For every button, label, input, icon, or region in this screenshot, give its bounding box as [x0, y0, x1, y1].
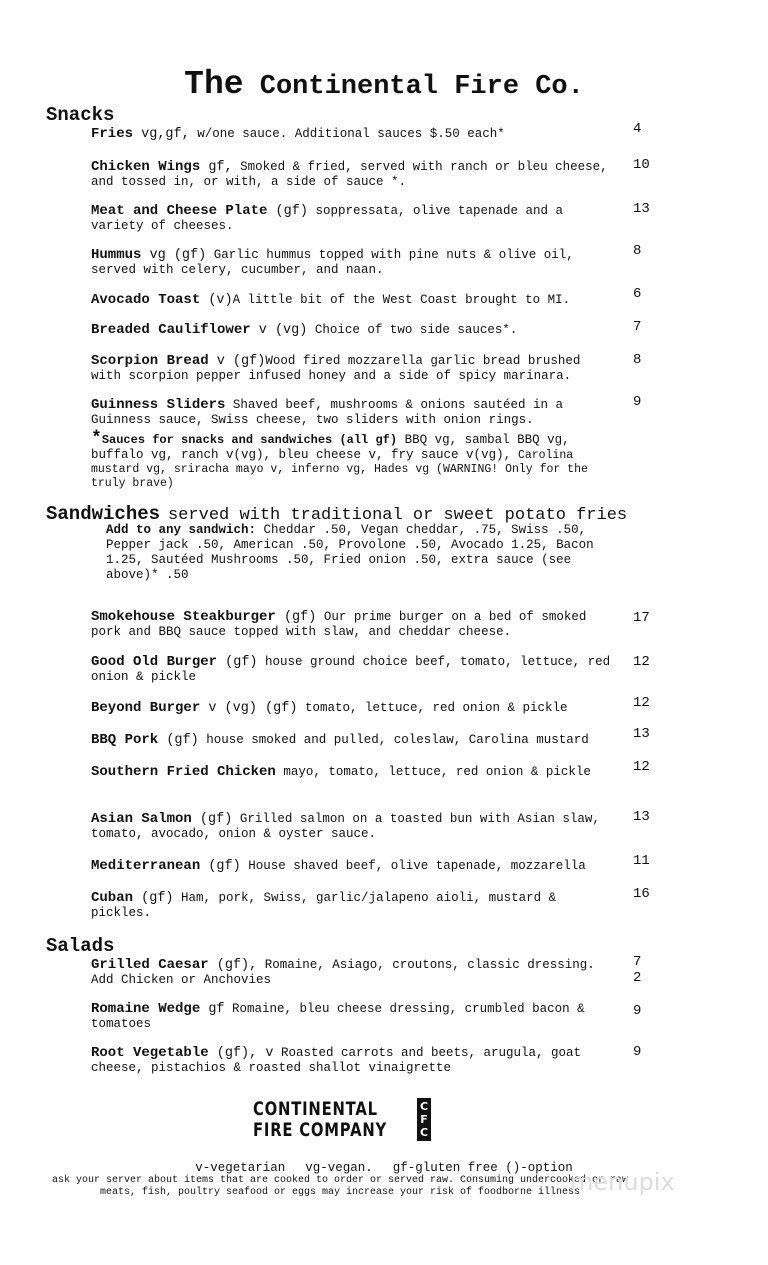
sauces-first: BBQ vg, sambal BBQ vg, buffalo vg, ranch v(vg), bleu cheese v, fry sauce v(vg), [91, 433, 570, 462]
item-name: Smokehouse Steakburger [91, 609, 276, 625]
item-price [633, 610, 650, 626]
price-value: 2 [633, 970, 642, 986]
item-tags: gf [200, 1002, 225, 1017]
logo-monogram: C F C [417, 1098, 431, 1141]
menu-item [91, 655, 611, 685]
section-snacks: Snacks [46, 104, 115, 126]
section-sandwiches [46, 503, 627, 525]
item-name: Root Vegetable [91, 1045, 209, 1061]
item-tags: (gf) [275, 610, 317, 625]
menu-item [91, 859, 611, 874]
item-description: Garlic hummus topped with pine nuts & olive oil, served with celery, cucumber, and naan. [91, 248, 574, 277]
legend-vegetarian: v-vegetarian [195, 1161, 286, 1175]
item-name: Cuban [91, 890, 134, 906]
menu-item [91, 160, 611, 190]
legend-gluten-free: gf-gluten free ()-option [392, 1161, 573, 1175]
item-name: Avocado Toast [91, 292, 201, 308]
item-tags: (gf) [217, 655, 258, 670]
price-value: 6 [633, 286, 642, 302]
menu-item [91, 293, 611, 308]
item-description: Roasted carrots and beets, arugula, goat cheese, pistachios & roasted shallot vinaigrette [91, 1046, 581, 1075]
item-description: tomato, lettuce, red onion & pickle [297, 701, 568, 715]
menu-item [91, 204, 611, 234]
item-description: soppressata, olive tapenade and a variety of cheeses. [91, 204, 563, 233]
item-name: Meat and Cheese Plate [91, 203, 268, 219]
item-price [633, 319, 641, 335]
price-value: 13 [633, 201, 650, 217]
menu-item [91, 323, 611, 338]
logo-line1: CONTINENTAL [253, 1097, 378, 1120]
item-price [633, 853, 650, 869]
item-price [633, 286, 641, 302]
menu-item [91, 701, 611, 716]
price-value: 8 [633, 352, 642, 368]
menu-item [91, 812, 611, 842]
item-description: Shaved beef, mushrooms & onions sautéed in a Guinness sauce, Swiss cheese, two sliders with onion rings. [91, 398, 563, 427]
price-value: 9 [633, 1003, 642, 1019]
item-description: Romaine, bleu cheese dressing, crumbled bacon & tomatoes [91, 1002, 585, 1031]
item-tags: (gf) [158, 733, 199, 748]
item-name: Good Old Burger [91, 654, 218, 670]
menu-item [91, 765, 611, 780]
item-price [633, 157, 650, 173]
item-description: Romaine, Asiago, croutons, classic dressing. Add Chicken or Anchovies [91, 958, 595, 987]
item-name: BBQ Pork [91, 732, 159, 748]
cfc-logo [253, 1098, 431, 1141]
item-description: house smoked and pulled, coleslaw, Carolina mustard [198, 733, 589, 747]
item-name: Beyond Burger [91, 700, 201, 716]
item-price [633, 394, 641, 410]
section-salads: Salads [46, 935, 115, 957]
price-value: 13 [633, 809, 650, 825]
item-price [633, 121, 641, 137]
addons-text: Cheddar .50, Vegan cheddar, .75, Swiss .50, Pepper jack .50, American .50, Provolone .50, Avocado 1.25, Bacon 1.25, Sautéed Mushrooms .50, Fried onion .50, extra sauce (see above)* .50 [106, 523, 594, 582]
price-value: 17 [633, 610, 650, 626]
item-tags: (v) [200, 293, 233, 308]
menu-item [91, 1002, 611, 1032]
sauces-rest: Carolina mustard vg, sriracha mayo v, inferno vg, Hades vg (WARNING! Only for the truly brave) [91, 449, 588, 490]
price-value: 10 [633, 157, 650, 173]
menu-item [91, 891, 611, 921]
item-name: Hummus [91, 247, 142, 263]
menu-title [0, 66, 768, 103]
item-price [633, 954, 641, 986]
item-price [633, 201, 650, 217]
menu-item [91, 127, 611, 142]
item-name: Breaded Cauliflower [91, 322, 251, 338]
item-name: Scorpion Bread [91, 353, 209, 369]
item-price [633, 809, 650, 825]
item-tags: (gf), v [208, 1046, 274, 1061]
item-name: Asian Salmon [91, 811, 192, 827]
sandwich-addons [106, 523, 606, 583]
item-tags: gf, [200, 160, 233, 175]
item-description: house ground choice beef, tomato, lettuce, red onion & pickle [91, 655, 611, 684]
item-price [633, 243, 641, 259]
item-tags: (gf) [200, 859, 241, 874]
item-description: House shaved beef, olive tapenade, mozzarella [240, 859, 586, 873]
price-value: 9 [633, 394, 642, 410]
item-description: Smoked & fried, served with ranch or bleu cheese, and tossed in, or with, a side of sauce *. [91, 160, 608, 189]
menu-item [91, 354, 611, 384]
menu-item [91, 398, 611, 428]
watermark: menupix [570, 1168, 675, 1196]
title-the: The [184, 66, 244, 103]
price-value: 7 [633, 954, 642, 970]
item-price [633, 654, 650, 670]
sandwiches-subtitle: served with traditional or sweet potato fries [168, 506, 628, 525]
item-description: A little bit of the West Coast brought to MI. [232, 293, 571, 307]
item-name: Guinness Sliders [91, 397, 226, 413]
price-value: 13 [633, 726, 650, 742]
item-name: Romaine Wedge [91, 1001, 201, 1017]
item-price [633, 1044, 641, 1060]
item-tags: (gf) [191, 812, 233, 827]
item-tags: vg,gf, [133, 127, 190, 142]
item-price [633, 759, 650, 775]
menu-item [91, 1046, 611, 1076]
item-name: Mediterranean [91, 858, 201, 874]
item-tags: (gf) [133, 891, 174, 906]
item-description: Our prime burger on a bed of smoked pork and BBQ sauce topped with slaw, and cheddar cheese. [91, 610, 587, 639]
item-price [633, 1003, 641, 1019]
item-price [633, 352, 641, 368]
item-price [633, 886, 650, 902]
item-description: Ham, pork, Swiss, garlic/jalapeno aioli, mustard & pickles. [91, 891, 557, 920]
sauces-heading: Sauces for snacks and sandwiches (all gf) [101, 433, 398, 447]
price-value: 12 [633, 759, 650, 775]
item-description: Wood fired mozzarella garlic bread brushed with scorpion pepper infused honey and a side of spicy marinara. [91, 354, 581, 383]
price-value: 12 [633, 695, 650, 711]
price-value: 4 [633, 121, 642, 137]
item-description: Choice of two side sauces*. [307, 323, 518, 337]
item-tags: v (vg) (gf) [200, 701, 298, 716]
price-value: 11 [633, 853, 650, 869]
sandwiches-heading: Sandwiches [46, 503, 161, 525]
item-tags: v (vg) [250, 323, 308, 338]
item-price [633, 726, 650, 742]
item-tags: v (gf) [208, 354, 266, 369]
menu-item [91, 733, 611, 748]
item-description: Grilled salmon on a toasted bun with Asian slaw, tomato, avocado, onion & oyster sauce. [91, 812, 600, 841]
menu-item [91, 958, 611, 988]
menu-item [91, 248, 611, 278]
sauces-note [91, 429, 611, 491]
item-name: Southern Fried Chicken [91, 764, 276, 780]
price-value: 9 [633, 1044, 642, 1060]
item-description: w/one sauce. Additional sauces $.50 each* [189, 127, 505, 141]
item-tags: (gf) [267, 204, 308, 219]
item-name: Fries [91, 126, 134, 142]
food-safety-disclaimer: ask your server about items that are cooked to order or served raw. Consuming undercooked or raw meats, fish, poultry seafood or eggs may increase your risk of foodborne illness [51, 1175, 629, 1198]
logo-wordmark [253, 1099, 401, 1141]
price-value: 7 [633, 319, 642, 335]
item-description: mayo, tomato, lettuce, red onion & pickle [275, 765, 591, 779]
price-value: 12 [633, 654, 650, 670]
asterisk: * [91, 429, 102, 449]
item-tags: (gf), [208, 958, 258, 973]
price-value: 8 [633, 243, 642, 259]
item-name: Grilled Caesar [91, 957, 209, 973]
addons-label: Add to any sandwich: [106, 523, 257, 537]
item-name: Chicken Wings [91, 159, 201, 175]
title-name: Continental Fire Co. [259, 72, 584, 102]
menu-item [91, 610, 611, 640]
price-value: 16 [633, 886, 650, 902]
item-price [633, 695, 650, 711]
logo-line2: FIRE COMPANY [253, 1118, 388, 1141]
item-tags: vg (gf) [141, 248, 207, 263]
legend-vegan: vg-vegan. [305, 1161, 373, 1175]
